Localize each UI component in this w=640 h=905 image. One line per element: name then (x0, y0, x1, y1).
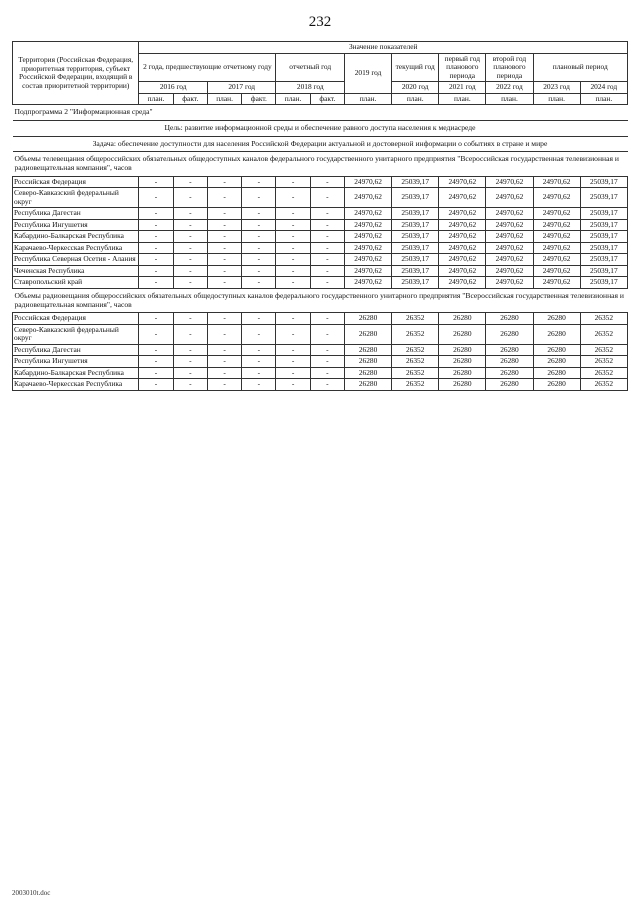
value-cell: - (207, 367, 241, 379)
value-cell: - (207, 344, 241, 356)
value-cell: - (173, 265, 207, 277)
table-row (13, 188, 628, 208)
value-cell: - (276, 254, 310, 266)
value-cell: 24970,62 (533, 176, 580, 188)
plan-2021-header: план. (439, 93, 486, 105)
value-cell: - (242, 379, 276, 391)
goal-text: Цель: развитие информационной среды и обеспечение равного доступа населения к медиасреде (13, 120, 628, 136)
value-cell: 24970,62 (486, 265, 533, 277)
table-row (13, 254, 628, 266)
value-cell: 24970,62 (439, 219, 486, 231)
value-cell: 26280 (486, 324, 533, 344)
plan-2017-header: план. (207, 93, 241, 105)
value-cell: 24970,62 (345, 176, 392, 188)
table-row (13, 277, 628, 289)
value-cell: 26280 (439, 324, 486, 344)
reporting-year-header: отчетный год (276, 53, 345, 82)
value-cell: 25039,17 (580, 219, 627, 231)
value-cell: 26352 (580, 367, 627, 379)
value-cell: 24970,62 (533, 265, 580, 277)
value-cell: 25039,17 (580, 176, 627, 188)
value-cell: - (139, 254, 173, 266)
task-row (13, 136, 628, 152)
value-cell: 24970,62 (486, 176, 533, 188)
value-cell: 26352 (580, 379, 627, 391)
value-cell: 24970,62 (533, 242, 580, 254)
value-cell: - (276, 324, 310, 344)
file-name: 2003010t.doc (12, 889, 51, 897)
territory-name-cell: Карачаево-Черкесская Республика (13, 379, 139, 391)
plan-period-header: плановый период (533, 53, 628, 82)
value-cell: - (276, 277, 310, 289)
subprogram-row (13, 105, 628, 121)
value-cell: - (139, 379, 173, 391)
value-cell: - (276, 313, 310, 325)
value-cell: - (207, 313, 241, 325)
plan-2023-header: план. (533, 93, 580, 105)
value-cell: - (139, 313, 173, 325)
value-cell: - (173, 324, 207, 344)
territory-name-cell: Карачаево-Черкесская Республика (13, 242, 139, 254)
value-cell: 25039,17 (392, 277, 439, 289)
second-plan-year-header: второй год планового периода (486, 53, 533, 82)
value-cell: - (207, 242, 241, 254)
value-cell: 26280 (533, 367, 580, 379)
value-cell: - (310, 208, 344, 220)
value-cell: - (310, 265, 344, 277)
value-cell: - (139, 208, 173, 220)
value-cell: - (242, 176, 276, 188)
value-cell: 25039,17 (392, 254, 439, 266)
plan-2024-header: план. (580, 93, 627, 105)
value-cell: - (173, 367, 207, 379)
value-cell: 24970,62 (533, 219, 580, 231)
table-row (13, 231, 628, 243)
table-body (13, 105, 628, 391)
value-cell: 26280 (345, 313, 392, 325)
value-cell: 26280 (439, 344, 486, 356)
value-cell: - (139, 324, 173, 344)
territory-name-cell: Кабардино-Балкарская Республика (13, 231, 139, 243)
value-cell: - (173, 208, 207, 220)
value-cell: 26280 (533, 344, 580, 356)
value-cell: 26280 (533, 356, 580, 368)
value-cell: 26280 (533, 324, 580, 344)
value-cell: 24970,62 (439, 208, 486, 220)
territory-name-cell: Северо-Кавказский федеральный округ (13, 188, 139, 208)
page-number: 232 (308, 14, 332, 30)
value-cell: 26280 (345, 379, 392, 391)
value-cell: - (276, 265, 310, 277)
territory-name-cell: Республика Ингушетия (13, 356, 139, 368)
table-row (13, 313, 628, 325)
value-cell: - (310, 324, 344, 344)
value-cell: - (242, 208, 276, 220)
value-cell: - (139, 344, 173, 356)
value-cell: - (139, 176, 173, 188)
value-cell: - (207, 379, 241, 391)
value-cell: 26352 (392, 313, 439, 325)
value-cell: 24970,62 (439, 277, 486, 289)
value-cell: - (242, 254, 276, 266)
plan-2020-header: план. (392, 93, 439, 105)
value-cell: - (173, 231, 207, 243)
value-cell: - (310, 231, 344, 243)
value-cell: 24970,62 (486, 231, 533, 243)
value-cell: - (173, 344, 207, 356)
value-cell: - (242, 242, 276, 254)
table-row (13, 242, 628, 254)
plan-2022-header: план. (486, 93, 533, 105)
value-cell: 25039,17 (580, 277, 627, 289)
value-cell: 25039,17 (580, 208, 627, 220)
year-2017-header: 2017 год (207, 82, 276, 94)
value-cell: 26352 (580, 313, 627, 325)
value-cell: 26352 (580, 344, 627, 356)
value-cell: 24970,62 (439, 242, 486, 254)
value-cell: 26280 (345, 324, 392, 344)
value-cell: 26280 (486, 313, 533, 325)
value-cell: 26352 (580, 324, 627, 344)
value-cell: - (242, 188, 276, 208)
value-cell: 24970,62 (486, 254, 533, 266)
value-cell: 26280 (345, 367, 392, 379)
value-cell: - (207, 277, 241, 289)
value-cell: - (310, 219, 344, 231)
year-2024-header: 2024 год (580, 82, 627, 94)
value-cell: 25039,17 (392, 188, 439, 208)
territory-name-cell: Чеченская Республика (13, 265, 139, 277)
table-row (13, 324, 628, 344)
year-2016-header: 2016 год (139, 82, 208, 94)
value-cell: 25039,17 (580, 265, 627, 277)
value-cell: 24970,62 (345, 242, 392, 254)
value-cell: 24970,62 (345, 277, 392, 289)
value-cell: - (242, 313, 276, 325)
value-cell: 26280 (345, 344, 392, 356)
indicator-row (13, 288, 628, 312)
value-cell: 26280 (439, 367, 486, 379)
territory-name-cell: Кабардино-Балкарская Республика (13, 367, 139, 379)
value-cell: 25039,17 (392, 231, 439, 243)
value-cell: 25039,17 (392, 219, 439, 231)
year-2021-header: 2021 год (439, 82, 486, 94)
value-cell: 26280 (533, 379, 580, 391)
value-cell: 25039,17 (580, 242, 627, 254)
value-cell: - (310, 379, 344, 391)
value-cell: 26280 (486, 367, 533, 379)
territory-name-cell: Республика Дагестан (13, 208, 139, 220)
value-cell: - (242, 231, 276, 243)
value-cell: - (310, 188, 344, 208)
value-cell: 25039,17 (580, 231, 627, 243)
plan-2018-header: план. (276, 93, 310, 105)
value-cell: 26280 (486, 356, 533, 368)
value-cell: 24970,62 (486, 208, 533, 220)
value-cell: 25039,17 (392, 176, 439, 188)
value-cell: - (242, 344, 276, 356)
goal-row (13, 120, 628, 136)
value-cell: - (139, 188, 173, 208)
value-cell: 24970,62 (533, 277, 580, 289)
value-cell: - (207, 208, 241, 220)
value-cell: 26352 (392, 324, 439, 344)
value-cell: - (310, 176, 344, 188)
two-years-before-header: 2 года, предшествующие отчетному году (139, 53, 276, 82)
value-cell: - (139, 356, 173, 368)
value-cell: - (139, 242, 173, 254)
value-cell: 26352 (392, 356, 439, 368)
value-cell: 26280 (533, 313, 580, 325)
territory-name-cell: Северо-Кавказский федеральный округ (13, 324, 139, 344)
first-plan-year-header: первый год планового периода (439, 53, 486, 82)
value-cell: 24970,62 (533, 231, 580, 243)
subprogram-title: Подпрограмма 2 "Информационная среда" (13, 105, 628, 121)
fact-2016-header: факт. (173, 93, 207, 105)
value-cell: 26280 (486, 344, 533, 356)
value-cell: - (207, 356, 241, 368)
value-cell: 26280 (439, 356, 486, 368)
table-header (13, 42, 628, 105)
value-cell: - (173, 188, 207, 208)
value-cell: - (207, 265, 241, 277)
values-group-header: Значение показателей (139, 42, 628, 54)
value-cell: - (173, 219, 207, 231)
value-cell: - (139, 219, 173, 231)
year-2022-header: 2022 год (486, 82, 533, 94)
value-cell: - (173, 379, 207, 391)
value-cell: - (173, 313, 207, 325)
value-cell: - (207, 231, 241, 243)
indicator-row (13, 152, 628, 176)
value-cell: 24970,62 (345, 219, 392, 231)
value-cell: 26352 (392, 379, 439, 391)
year-2019-header: 2019 год (345, 53, 392, 93)
value-cell: - (139, 265, 173, 277)
value-cell: 25039,17 (392, 242, 439, 254)
value-cell: - (276, 242, 310, 254)
value-cell: 26352 (392, 367, 439, 379)
table-row (13, 367, 628, 379)
plan-2019-header: план. (345, 93, 392, 105)
value-cell: - (207, 188, 241, 208)
value-cell: - (276, 367, 310, 379)
table-row (13, 344, 628, 356)
value-cell: 24970,62 (345, 231, 392, 243)
value-cell: - (207, 254, 241, 266)
value-cell: - (139, 231, 173, 243)
value-cell: 24970,62 (486, 242, 533, 254)
table-row (13, 265, 628, 277)
value-cell: - (173, 242, 207, 254)
value-cell: - (207, 176, 241, 188)
value-cell: 24970,62 (486, 188, 533, 208)
value-cell: 24970,62 (533, 208, 580, 220)
value-cell: - (276, 231, 310, 243)
value-cell: - (242, 265, 276, 277)
year-2020-header: 2020 год (392, 82, 439, 94)
value-cell: 26280 (486, 379, 533, 391)
value-cell: - (242, 356, 276, 368)
table-row (13, 379, 628, 391)
value-cell: - (276, 219, 310, 231)
value-cell: - (276, 176, 310, 188)
value-cell: 26352 (580, 356, 627, 368)
territory-name-cell: Российская Федерация (13, 313, 139, 325)
indicator-title: Объемы телевещания общероссийских обязательных общедоступных каналов федерального государственного унитарного предприятия "Всероссийская государственная телевизионная и радиовещательная компания", часов (13, 152, 628, 176)
current-year-header: текущий год (392, 53, 439, 82)
value-cell: 24970,62 (345, 188, 392, 208)
fact-2018-header: факт. (310, 93, 344, 105)
value-cell: 24970,62 (439, 265, 486, 277)
indicator-title: Объемы радиовещания общероссийских обязательных общедоступных каналов федерального государственного унитарного предприятия "Всероссийская государственная телевизионная и радиовещательная компания", часов (13, 288, 628, 312)
value-cell: - (310, 277, 344, 289)
value-cell: 25039,17 (580, 188, 627, 208)
year-2023-header: 2023 год (533, 82, 580, 94)
value-cell: 24970,62 (345, 208, 392, 220)
value-cell: 26280 (439, 313, 486, 325)
territory-name-cell: Республика Дагестан (13, 344, 139, 356)
value-cell: 25039,17 (392, 208, 439, 220)
table-row (13, 176, 628, 188)
value-cell: 26280 (345, 356, 392, 368)
indicators-table (12, 41, 628, 391)
value-cell: 24970,62 (439, 188, 486, 208)
value-cell: 26280 (439, 379, 486, 391)
value-cell: - (242, 324, 276, 344)
value-cell: - (173, 254, 207, 266)
value-cell: 25039,17 (580, 254, 627, 266)
task-text: Задача: обеспечение доступности для населения Российской Федерации актуальной и достоверной информации о событиях в стране и мире (13, 136, 628, 152)
value-cell: - (276, 356, 310, 368)
value-cell: 24970,62 (345, 254, 392, 266)
value-cell: 24970,62 (439, 254, 486, 266)
value-cell: 25039,17 (392, 265, 439, 277)
value-cell: 24970,62 (486, 277, 533, 289)
plan-2016-header: план. (139, 93, 173, 105)
value-cell: - (310, 344, 344, 356)
table-row (13, 219, 628, 231)
value-cell: - (310, 367, 344, 379)
value-cell: - (242, 277, 276, 289)
value-cell: - (310, 313, 344, 325)
value-cell: - (139, 277, 173, 289)
value-cell: - (139, 367, 173, 379)
year-2018-header: 2018 год (276, 82, 345, 94)
value-cell: 24970,62 (533, 188, 580, 208)
value-cell: - (276, 188, 310, 208)
territory-name-cell: Республика Северная Осетия - Алания (13, 254, 139, 266)
territory-name-cell: Республика Ингушетия (13, 219, 139, 231)
value-cell: - (242, 367, 276, 379)
value-cell: - (276, 344, 310, 356)
table-row (13, 356, 628, 368)
value-cell: - (276, 379, 310, 391)
value-cell: - (207, 219, 241, 231)
territory-name-cell: Российская Федерация (13, 176, 139, 188)
fact-2017-header: факт. (242, 93, 276, 105)
value-cell: - (276, 208, 310, 220)
value-cell: - (242, 219, 276, 231)
value-cell: - (310, 356, 344, 368)
value-cell: - (207, 324, 241, 344)
value-cell: 24970,62 (345, 265, 392, 277)
territory-name-cell: Ставропольский край (13, 277, 139, 289)
value-cell: 24970,62 (439, 176, 486, 188)
value-cell: - (310, 254, 344, 266)
value-cell: - (173, 356, 207, 368)
value-cell: - (173, 176, 207, 188)
value-cell: 24970,62 (533, 254, 580, 266)
territory-header: Территория (Российская Федерация, приоритетная территория, субъект Российской Федерации, входящий в состав приоритетной территории) (13, 42, 139, 105)
value-cell: - (310, 242, 344, 254)
value-cell: - (173, 277, 207, 289)
value-cell: 24970,62 (486, 219, 533, 231)
value-cell: 24970,62 (439, 231, 486, 243)
value-cell: 26352 (392, 344, 439, 356)
table-row (13, 208, 628, 220)
